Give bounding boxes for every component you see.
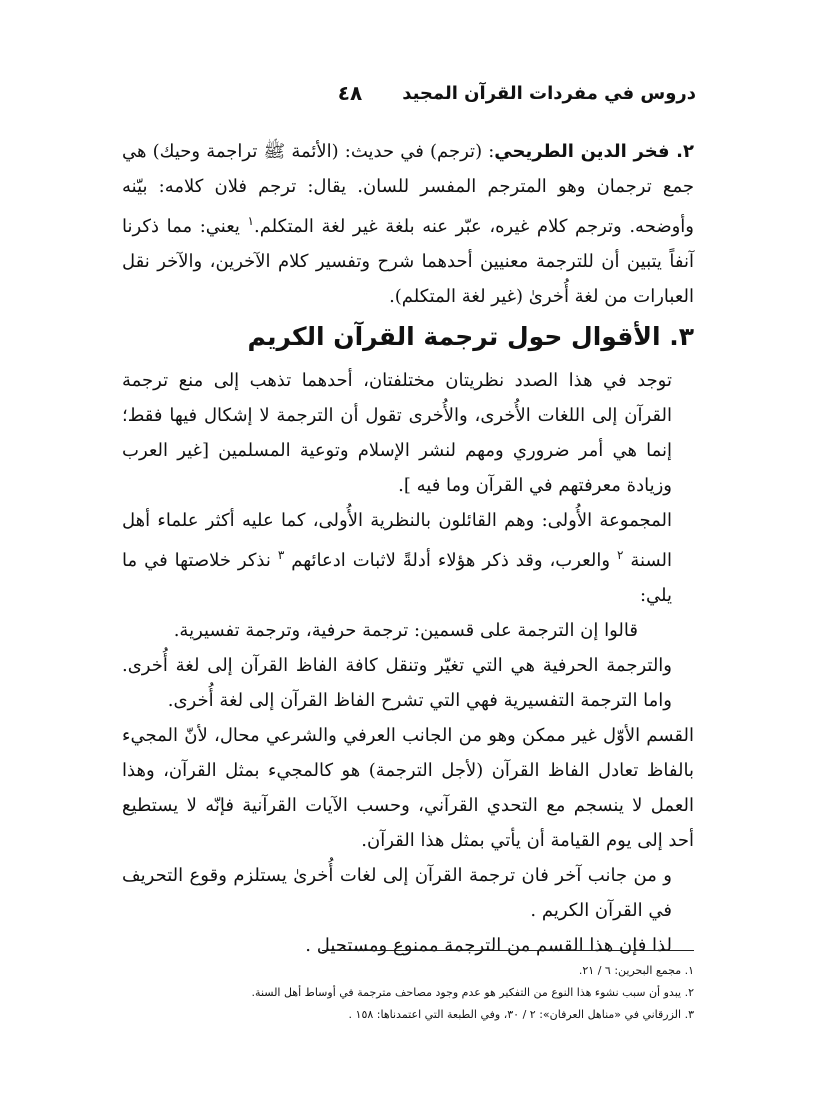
footnote-mark-3: ٣ [277, 548, 285, 562]
footnote-mark-1: ١ [247, 214, 254, 228]
body-paragraph-6: و من جانب آخر فان ترجمة القرآن إلى لغات أُخرىٰ يستلزم وقوع التحريف في القرآن الكريم . [122, 865, 672, 921]
header-title: دروس في مفردات القرآن المجيد [402, 82, 696, 104]
footnote-divider [322, 950, 694, 951]
body-paragraph-2-c: نذكر خلاصتها في ما يلي: [122, 550, 672, 606]
section-2-lead: ٢. فخر الدين الطريحي [494, 141, 694, 162]
section-3-body [122, 363, 694, 963]
section-2-paragraph [122, 134, 694, 314]
body-paragraph-7: لذا فإن هذا القسم من الترجمة ممنوع ومستحيل . [305, 935, 672, 956]
footnotes [122, 960, 694, 1026]
footnote-3: ٣. الزرقاني في «مناهل العرفان»: ٢ / ٣٠، وفي الطبعة التي اعتمدناها: ١٥٨ . [348, 1008, 694, 1021]
footnote-2: ٢. يبدو أن سبب نشوء هذا النوع من التفكير هو عدم وجود مصاحف مترجمة في أوساط أهل السنة. [251, 986, 694, 999]
footnote-mark-2: ٢ [616, 548, 624, 562]
body-paragraph-1: توجد في هذا الصدد نظريتان مختلفتان، أحدهما تذهب إلى منع ترجمة القرآن إلى اللغات الأُخرى، والأُخرى تقول أن الترجمة لا إشكال فيها فقط؛ إنما هي أمر ضروري ومهم لنشر الإسلام وتوعية المسلمين [غير العرب وزيادة معرفتهم في القرآن وما فيه ]. [122, 370, 672, 496]
body-paragraph-5: القسم الأوّل غير ممكن وهو من الجانب العرفي والشرعي محال، لأنّ المجيء بالفاظ تعادل الفاظ القرآن (لأجل الترجمة) هو كالمجيء بمثل القرآن، وهذا العمل لا ينسجم مع التحدي القرآني، وحسب الآيات القرآنية فإنّه لا يستطيع أحد إلى يوم القيامة أن يأتي بمثل هذا القرآن. [122, 725, 694, 851]
section-3-heading: ٣. الأقوال حول ترجمة القرآن الكريم [247, 322, 694, 351]
page-number: ٤٨ [337, 81, 363, 105]
footnote-1: ١. مجمع البحرين: ٦ / ٢١. [578, 964, 694, 977]
body-paragraph-2 [122, 503, 694, 613]
body-paragraph-2-b: والعرب، وقد ذكر هؤلاء أدلةً لاثبات ادعائهم [291, 550, 617, 571]
section-2-text: : (ترجم) في حديث: (الأئمة ﷺ تراجمة وحيك) هي جمع ترجمان وهو المترجم المفسر للسان. يقال: ترجم فلان كلامه: بيّنه وأوضحه. وترجم كلام غيره، عبّر عنه بلغة غير لغة المتكلم. [122, 141, 694, 237]
body-paragraph-2-a: المجموعة الأُولى: وهم القائلون بالنظرية الأُولى، كما عليه أكثر علماء أهل السنة [122, 510, 672, 571]
section-2-text-2: يعني: مما ذكرنا آنفاً يتبين أن للترجمة معنيين أحدهما شرح وتفسير كلام الآخرين، والآخر نقل العبارات من لغة أُخرىٰ (غير لغة المتكلم). [122, 216, 694, 307]
page-header [120, 78, 696, 108]
body-paragraph-4: والترجمة الحرفية هي التي تغيّر وتنقل كافة الفاظ القرآن إلى لغة أُخرى. واما الترجمة التفسيرية فهي التي تشرح الفاظ القرآن إلى لغة أُخرى. [122, 655, 672, 711]
body-paragraph-3: قالوا إن الترجمة على قسمين: ترجمة حرفية، وترجمة تفسيرية. [173, 620, 638, 641]
